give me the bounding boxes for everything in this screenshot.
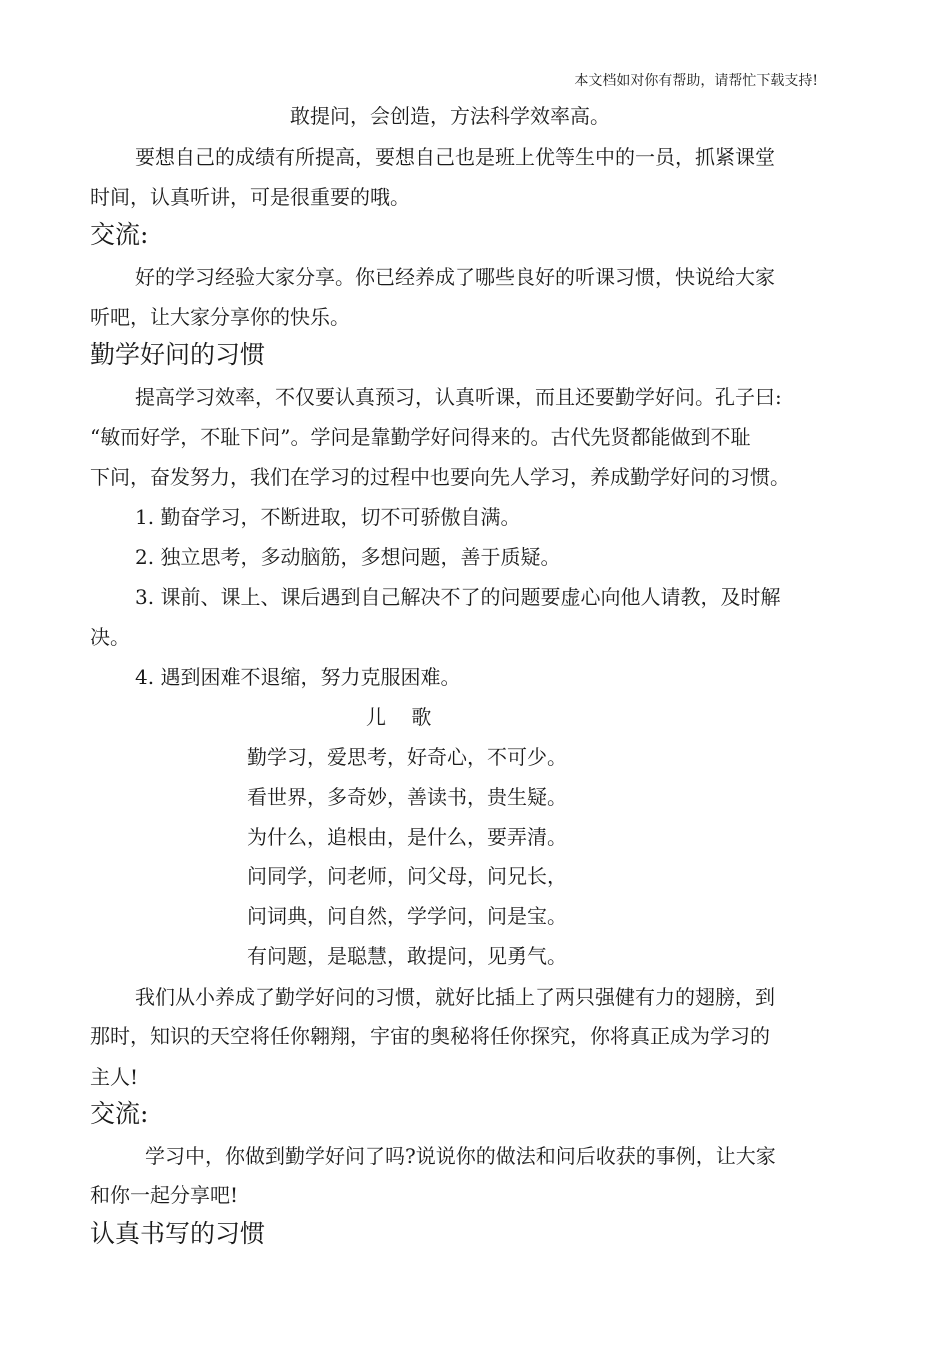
list-item-3-continued: 决。 — [90, 625, 130, 649]
list-item-2: 2. 独立思考，多动脑筋，多想问题，善于质疑。 — [135, 545, 561, 569]
intro-line-1: 要想自己的成绩有所提高，要想自己也是班上优等生中的一员，抓紧课堂 — [135, 145, 775, 169]
list-item-1: 1. 勤奋学习，不断进取，切不可骄傲自满。 — [135, 505, 521, 529]
intro-line-2: 时间，认真听讲，可是很重要的哦。 — [90, 185, 410, 209]
poem-line-6: 有问题，是聪慧，敢提问，见勇气。 — [247, 944, 567, 968]
conclusion-line-3: 主人! — [90, 1065, 139, 1089]
exchange2-line-1: 学习中，你做到勤学好问了吗?说说你的做法和问后收获的事例，让大家 — [145, 1144, 776, 1168]
poem-line-5: 问词典，问自然，学学问，问是宝。 — [247, 904, 567, 928]
list-item-3: 3. 课前、课上、课后遇到自己解决不了的问题要虚心向他人请教，及时解 — [135, 585, 781, 609]
list-item-4: 4. 遇到困难不退缩，努力克服困难。 — [135, 665, 461, 689]
poem-line-2: 看世界，多奇妙，善读书，贵生疑。 — [247, 785, 567, 809]
poem-line-4: 问同学，问老师，问父母，问兄长， — [247, 864, 567, 888]
exchange-heading-2: 交流: — [90, 1099, 149, 1128]
section1-para-line-2: “敏而好学，不耻下问”。学问是靠勤学好问得来的。古代先贤都能做到不耻 — [90, 425, 751, 449]
section-heading-questioning: 勤学好问的习惯 — [90, 340, 266, 369]
poem-line-3: 为什么，追根由，是什么，要弄清。 — [247, 825, 567, 849]
header-note: 本文档如对你有帮助，请帮忙下载支持! — [574, 73, 818, 89]
section1-para-line-1: 提高学习效率，不仅要认真预习，认真听课，而且还要勤学好问。孔子曰: — [135, 385, 782, 409]
section-heading-writing: 认真书写的习惯 — [90, 1219, 266, 1248]
poem-title: 儿 歌 — [366, 705, 432, 729]
conclusion-line-2: 那时，知识的天空将任你翱翔，宇宙的奥秘将任你探究，你将真正成为学习的 — [90, 1024, 770, 1048]
poem-line-1: 勤学习，爱思考，好奇心，不可少。 — [247, 745, 567, 769]
exchange-heading-1: 交流: — [90, 220, 149, 249]
exchange2-line-2: 和你一起分享吧! — [90, 1183, 239, 1207]
exchange1-line-1: 好的学习经验大家分享。你已经养成了哪些良好的听课习惯，快说给大家 — [135, 265, 775, 289]
exchange1-line-2: 听吧，让大家分享你的快乐。 — [90, 305, 350, 329]
top-slogan: 敢提问，会创造，方法科学效率高。 — [290, 104, 610, 128]
section1-para-line-3: 下问，奋发努力，我们在学习的过程中也要向先人学习，养成勤学好问的习惯。 — [90, 465, 790, 489]
conclusion-line-1: 我们从小养成了勤学好问的习惯，就好比插上了两只强健有力的翅膀，到 — [135, 985, 775, 1009]
